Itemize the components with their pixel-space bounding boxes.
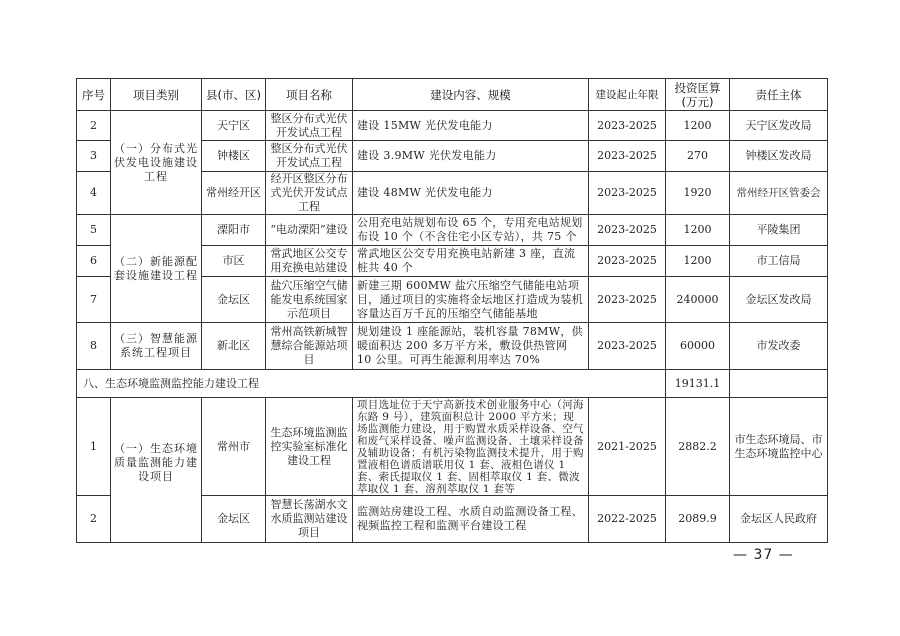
cell-name: 智慧长荡湖水文水质监测站建设项目 xyxy=(266,496,353,543)
cell-owner: 金坛区发改局 xyxy=(730,277,828,323)
cell-name: 盐穴压缩空气储能发电系统国家示范项目 xyxy=(266,277,353,323)
cell-content: 新建三期 600MW 盐穴压缩空气储能电站项目，通过项目的实施将金坛地区打造成为装机容量达百万千瓦的压缩空气储能基地 xyxy=(353,277,589,323)
cell-content: 常武地区公交专用充换电站新建 3 座，直流桩共 40 个 xyxy=(353,246,589,277)
cell-content: 监测站房建设工程、水质自动监测设备工程、视频监控工程和监测平台建设工程 xyxy=(353,496,589,543)
cell-seq: 8 xyxy=(77,323,111,370)
cell-county: 新北区 xyxy=(202,323,266,370)
table-row xyxy=(77,215,828,246)
header-owner: 责任主体 xyxy=(730,79,828,111)
cell-content: 建设 48MW 光伏发电能力 xyxy=(353,172,589,215)
section-investment: 19131.1 xyxy=(666,370,730,398)
cell-investment: 1920 xyxy=(666,172,730,215)
cell-seq: 6 xyxy=(77,246,111,277)
cell-owner: 金坛区人民政府 xyxy=(730,496,828,543)
cell-name: 生态环境监测监控实验室标准化建设工程 xyxy=(266,398,353,496)
cell-owner: 天宁区发改局 xyxy=(730,111,828,141)
cell-owner: 常州经开区管委会 xyxy=(730,172,828,215)
cell-county: 市区 xyxy=(202,246,266,277)
cell-name: 整区分布式光伏开发试点工程 xyxy=(266,141,353,172)
cell-investment: 60000 xyxy=(666,323,730,370)
cell-content: 规划建设 1 座能源站，装机容量 78MW，供暖面积达 200 多万平方米，敷设供热管网 10 公里。可再生能源利用率达 70% xyxy=(353,323,589,370)
cell-owner: 市生态环境局、市生态环境监控中心 xyxy=(730,398,828,496)
cell-county: 常州经开区 xyxy=(202,172,266,215)
cell-period: 2023-2025 xyxy=(589,246,666,277)
cell-content: 公用充电站规划布设 65 个，专用充电站规划布设 10 个（不含住宅小区专站），共 75 个 xyxy=(353,215,589,246)
header-name: 项目名称 xyxy=(266,79,353,111)
cell-name: 常武地区公交专用充换电站建设 xyxy=(266,246,353,277)
section-owner-empty xyxy=(730,370,828,398)
cell-investment: 1200 xyxy=(666,111,730,141)
header-investment-line1: 投资匡算 xyxy=(674,80,721,95)
cell-county: 钟楼区 xyxy=(202,141,266,172)
cell-seq: 2 xyxy=(77,496,111,543)
cell-content: 建设 3.9MW 光伏发电能力 xyxy=(353,141,589,172)
cell-seq: 2 xyxy=(77,111,111,141)
cell-category: （二）新能源配套设施建设工程 xyxy=(111,215,202,323)
cell-name: 整区分布式光伏开发试点工程 xyxy=(266,111,353,141)
page-number: — 37 — xyxy=(733,547,794,563)
cell-seq: 4 xyxy=(77,172,111,215)
cell-owner: 市发改委 xyxy=(730,323,828,370)
cell-owner: 市工信局 xyxy=(730,246,828,277)
cell-period: 2023-2025 xyxy=(589,215,666,246)
cell-county: 天宁区 xyxy=(202,111,266,141)
cell-category: （一）生态环境质量监测能力建设项目 xyxy=(111,398,202,543)
cell-period: 2023-2025 xyxy=(589,277,666,323)
cell-county: 金坛区 xyxy=(202,277,266,323)
cell-period: 2021-2025 xyxy=(589,398,666,496)
table-row xyxy=(77,323,828,370)
cell-period: 2023-2025 xyxy=(589,141,666,172)
cell-investment: 1200 xyxy=(666,215,730,246)
cell-owner: 钟楼区发改局 xyxy=(730,141,828,172)
cell-investment: 240000 xyxy=(666,277,730,323)
table-header-row xyxy=(77,79,828,111)
cell-county: 常州市 xyxy=(202,398,266,496)
header-category: 项目类别 xyxy=(111,79,202,111)
cell-investment: 1200 xyxy=(666,246,730,277)
cell-category: （一）分布式光伏发电设施建设工程 xyxy=(111,111,202,215)
cell-seq: 5 xyxy=(77,215,111,246)
table-row xyxy=(77,398,828,496)
cell-content: 项目选址位于天宁高新技术创业服务中心（河海东路 9 号），建筑面积总计 2000 平方米；现场监测能力建设，用于购置水质采样设备、空气和废气采样设备、噪声监测设备、土壤采样设备及辅助设备；有机污染物监测技术提升，用于购置液相色谱质谱联用仪 1 套、液相色谱仪 1 套、索氏提取仪 1 套、固相萃取仪 1 套、微波萃取仪 1 套、溶剂萃取仪 1 套等 xyxy=(353,398,589,496)
header-seq: 序号 xyxy=(77,79,111,111)
cell-investment: 270 xyxy=(666,141,730,172)
cell-period: 2023-2025 xyxy=(589,172,666,215)
cell-period: 2023-2025 xyxy=(589,323,666,370)
project-table xyxy=(76,78,828,543)
cell-seq: 3 xyxy=(77,141,111,172)
cell-seq: 1 xyxy=(77,398,111,496)
cell-owner: 平陵集团 xyxy=(730,215,828,246)
cell-seq: 7 xyxy=(77,277,111,323)
cell-name: “电动溧阳”建设 xyxy=(266,215,353,246)
header-content: 建设内容、规模 xyxy=(353,79,589,111)
header-county: 县(市、区) xyxy=(202,79,266,111)
section-row xyxy=(77,370,828,398)
cell-investment: 2089.9 xyxy=(666,496,730,543)
cell-period: 2022-2025 xyxy=(589,496,666,543)
header-investment-line2: (万元) xyxy=(681,94,714,109)
cell-county: 溧阳市 xyxy=(202,215,266,246)
cell-period: 2023-2025 xyxy=(589,111,666,141)
cell-content: 建设 15MW 光伏发电能力 xyxy=(353,111,589,141)
cell-investment: 2882.2 xyxy=(666,398,730,496)
header-period: 建设起止年限 xyxy=(589,79,666,111)
table-row xyxy=(77,111,828,141)
cell-category: （三）智慧能源系统工程项目 xyxy=(111,323,202,370)
cell-name: 常州高铁新城智慧综合能源站项目 xyxy=(266,323,353,370)
header-investment xyxy=(666,79,730,111)
cell-county: 金坛区 xyxy=(202,496,266,543)
cell-name: 经开区整区分布式光伏开发试点工程 xyxy=(266,172,353,215)
section-title: 八、生态环境监测监控能力建设工程 xyxy=(77,370,666,398)
